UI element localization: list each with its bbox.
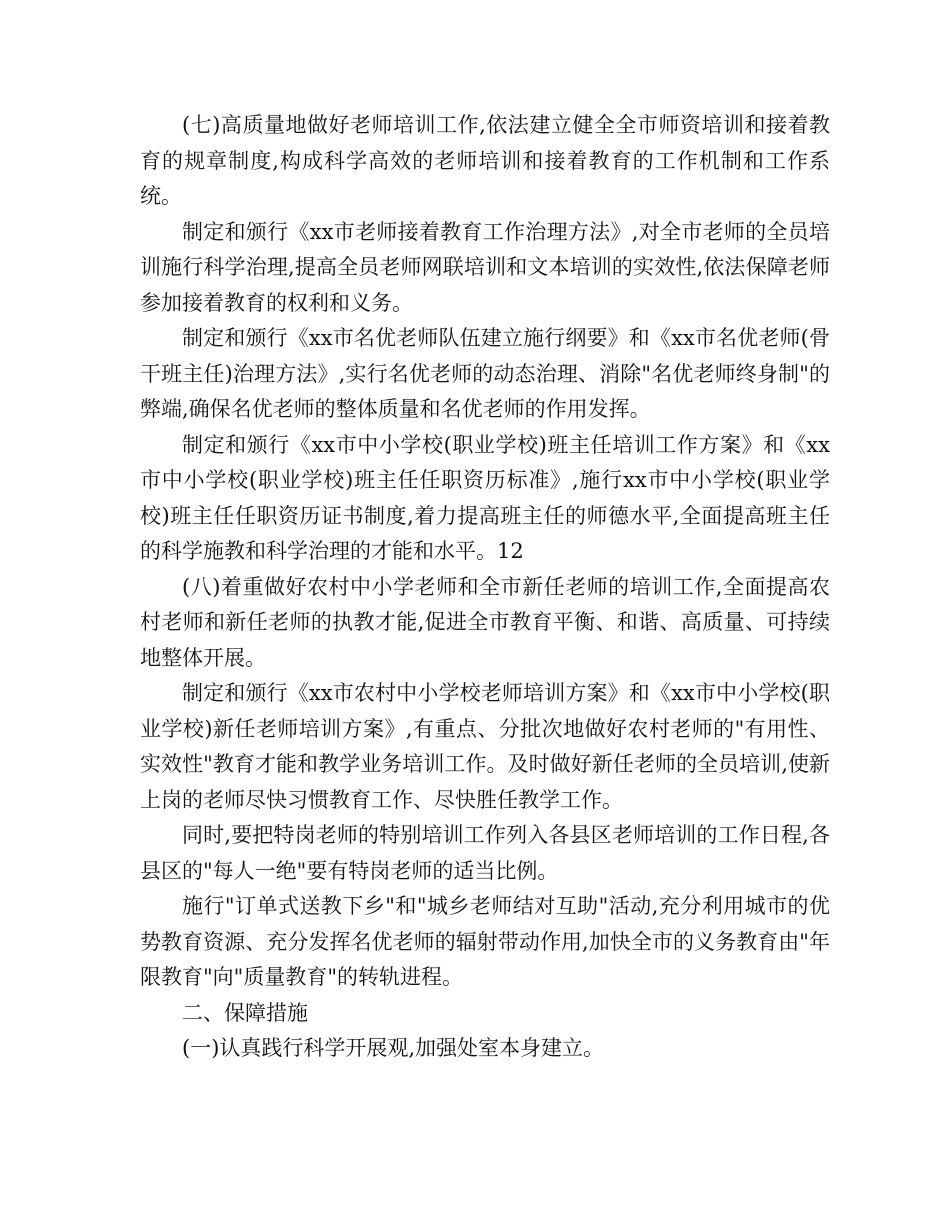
paragraph-rural-new-teachers: (八)着重做好农村中小学老师和全市新任老师的培训工作,全面提高农村老师和新任老师的执教才能,促进全市教育平衡、和谐、高质量、可持续地整体开展。 — [140, 574, 830, 670]
paragraph-head-teacher-training: 制定和颁行《xx市中小学校(职业学校)班主任培训工作方案》和《xx市中小学校(职业学校)班主任任职资历标准》,施行xx市中小学校(职业学校)班主任任职资历证书制度,着力提高班主任的师德水平,全面提高班主任的科学施教和科学治理的才能和水平。12 — [140, 432, 830, 563]
document-body — [140, 108, 830, 1067]
section-heading-safeguards: 二、保障措施 — [182, 1000, 308, 1025]
paragraph-teacher-training: (七)高质量地做好老师培训工作,依法建立健全全市师资培训和接着教育的规章制度,构成科学高效的老师培训和接着教育的工作机制和工作系统。 — [140, 113, 830, 208]
paragraph-scientific-development: (一)认真践行科学开展观,加强处室本身建立。 — [182, 1036, 605, 1060]
paragraph-rural-training-plan: 制定和颁行《xx市农村中小学校老师培训方案》和《xx市中小学校(职业学校)新任老师培训方案》,有重点、分批次地做好农村老师的"有用性、实效性"教育才能和教学业务培训工作。及时做好新任老师的全员培训,使新上岗的老师尽快习惯教育工作、尽快胜任教学工作。 — [140, 681, 830, 812]
paragraph-special-post-teachers: 同时,要把特岗老师的特别培训工作列入各县区老师培训的工作日程,各县区的"每人一绝"要有特岗老师的适当比例。 — [140, 823, 830, 883]
paragraph-continuing-education-method: 制定和颁行《xx市老师接着教育工作治理方法》,对全市老师的全员培训施行科学治理,提高全员老师网联培训和文本培训的实效性,依法保障老师参加接着教育的权利和义务。 — [140, 219, 830, 315]
paragraph-send-teaching-countryside: 施行"订单式送教下乡"和"城乡老师结对互助"活动,充分利用城市的优势教育资源、充分发挥名优老师的辐射带动作用,加快全市的义务教育由"年限教育"向"质量教育"的转轨进程。 — [140, 894, 830, 989]
paragraph-excellent-teachers: 制定和颁行《xx市名优老师队伍建立施行纲要》和《xx市名优老师(骨干班主任)治理方法》,实行名优老师的动态治理、消除"名优老师终身制"的弊端,确保名优老师的整体质量和名优老师的作用发挥。 — [140, 326, 830, 421]
